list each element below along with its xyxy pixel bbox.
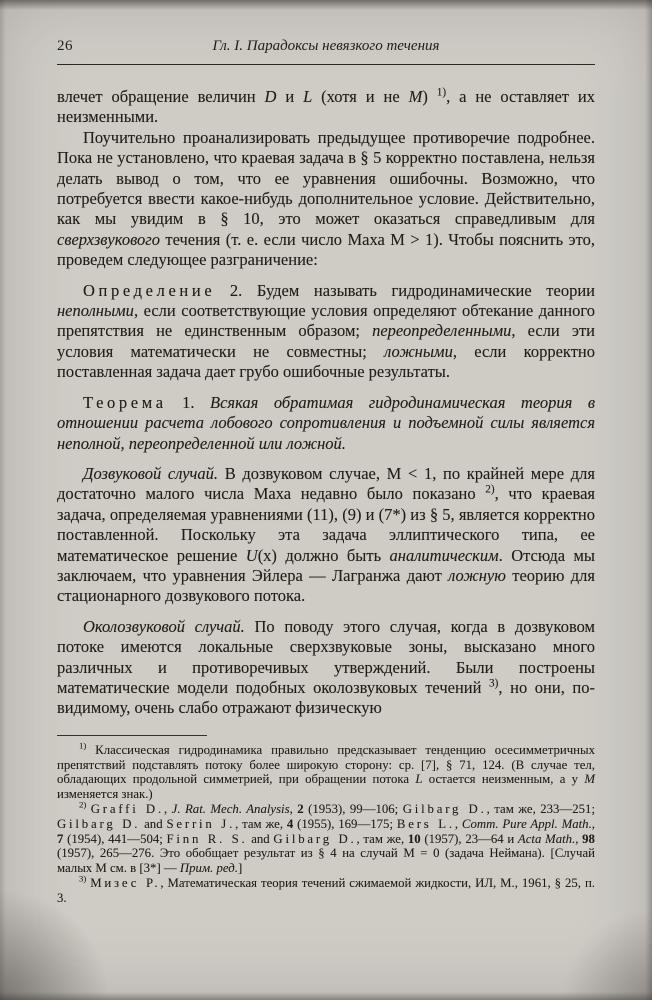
paragraph xyxy=(57,393,595,454)
text-segment: , там же, 233—251; xyxy=(486,801,596,816)
text-segment: течения (т. е. если число Маха М > 1). Чтобы пояснить это, проведем следующее разграничение: xyxy=(57,229,595,270)
footnotes xyxy=(57,740,596,906)
text-segment: Gilbarg D. xyxy=(57,816,141,831)
paragraph xyxy=(57,617,595,719)
text-segment: Serrin J. xyxy=(166,816,236,831)
text-segment: Graffi D. xyxy=(90,801,164,816)
text-segment: переопределенными xyxy=(372,321,512,341)
text-segment: , xyxy=(575,831,583,846)
text-segment: ложную xyxy=(448,565,506,585)
text-segment: 1. xyxy=(166,392,211,412)
footnote-marker: 3) xyxy=(79,873,87,884)
text-segment: J. Rat. Mech. Analysis xyxy=(171,801,290,816)
text-segment: ] xyxy=(237,861,243,876)
text-segment: , xyxy=(289,801,298,816)
text-segment: Дозвуковой случай. xyxy=(83,463,219,483)
text-segment: and xyxy=(140,816,167,831)
text-segment: и xyxy=(276,87,304,106)
text-segment: 10 xyxy=(407,831,421,846)
text-segment: Околозвуковой случай. xyxy=(83,616,245,636)
text-segment: , там же, xyxy=(356,831,408,846)
text-segment: Finn R. S. xyxy=(166,831,248,846)
text-segment: , если корректно поставленная задача дает грубо ошибочные результаты. xyxy=(57,341,595,382)
text-segment: 98 xyxy=(582,831,595,846)
text-segment: , там же, xyxy=(235,816,287,831)
text-segment: (1957), 265—276. Это обобщает результат из § 4 на случай М = 0 (задача Неймана). [Случай малых М см. в [3*] — xyxy=(57,846,595,876)
text-segment: остается неизменным, а у xyxy=(422,772,585,787)
text-segment: ложными xyxy=(384,341,453,361)
text-segment: , что краевая задача, определяемая уравнениями (11), (9) и (7*) из § 5, является корректно поставленной. Поскольку эта задача эллиптического типа, ее математическое решение xyxy=(57,484,595,565)
text-segment: , если эти условия математически не совместны; xyxy=(57,321,595,361)
text-segment: неполными xyxy=(57,301,134,321)
footnote-marker: 1) xyxy=(436,86,447,99)
text-segment: аналитическим xyxy=(389,545,499,565)
text-segment: (x) должно быть xyxy=(257,545,390,565)
text-segment: , xyxy=(163,801,172,816)
text-segment: сверхзвукового xyxy=(57,229,160,249)
footnote-marker: 3) xyxy=(489,677,499,690)
text-segment: Comm. Pure Appl. Math. xyxy=(461,816,592,831)
text-segment: (хотя и не xyxy=(312,87,409,106)
text-segment: , xyxy=(591,816,595,831)
text-segment: М xyxy=(584,772,595,787)
text-segment: Классическая гидродинамика правильно предсказывает тенденцию осесимметричных препятствий подставлять потоку более широкую сторону: ср. [7], § 71, 124. (В случае тел, обладающих продольной симметрией, при обращении потока xyxy=(57,742,595,787)
text-segment: Мизес Р. xyxy=(90,875,161,890)
paragraph xyxy=(57,87,595,128)
header-rule xyxy=(57,64,595,65)
text-segment: , но они, по-видимому, очень слабо отражают физическую xyxy=(57,677,595,718)
paragraph xyxy=(57,281,595,383)
text-segment: Прим. ред. xyxy=(179,861,238,876)
text-segment: Поучительно проанализировать предыдущее противоречие подробнее. Пока не установлено, что краевая задача в § 5 корректно поставлена, нельзя делать вывод о том, что ее уравнения ошибочны. Возможно, что потребуется ввести какое-нибудь дополнительное условие. Действительно, как мы увидим в § 10, это может оказаться справедливым для xyxy=(57,127,595,229)
text-segment: теорию для стационарного дозвукового потока. xyxy=(57,565,595,606)
text-segment: 2. Будем называть гидродинамические теории xyxy=(215,280,595,300)
text-segment: Теорема xyxy=(83,392,167,412)
text-segment: Gilbarg D. xyxy=(402,801,487,816)
text-segment: and xyxy=(247,831,274,846)
paragraph xyxy=(57,128,595,271)
text-segment: изменяется знак.) xyxy=(57,787,153,802)
text-segment: 7 xyxy=(57,831,64,846)
text-segment: (1954), 441—504; xyxy=(63,831,167,846)
footnote xyxy=(57,799,596,876)
text-segment: U xyxy=(245,545,258,565)
text-segment: 4 xyxy=(286,816,294,831)
page-number: 26 xyxy=(57,38,73,54)
footnote xyxy=(57,740,595,802)
text-segment: М xyxy=(408,87,423,106)
text-segment: , Математическая теория течений сжимаемой жидкости, ИЛ, М., 1961, § 25, п. 3. xyxy=(57,875,595,905)
paragraph xyxy=(57,464,595,607)
text-segment: (1955), 169—175; xyxy=(293,816,397,831)
footnote-marker: 2) xyxy=(79,799,87,810)
text-segment: Определение xyxy=(83,280,216,300)
text-segment: , если соответствующие условия определяют обтекание данного препятствия не единственным образом; xyxy=(57,301,595,341)
text-segment: D xyxy=(264,87,277,106)
text-segment: ) xyxy=(422,87,437,106)
text-segment: Gilbarg D. xyxy=(273,831,357,846)
footnote-marker: 1) xyxy=(79,740,87,751)
text-segment: Bers L. xyxy=(396,816,455,831)
running-title: Гл. I. Парадоксы невязкого течения xyxy=(212,38,440,54)
footnote xyxy=(57,873,595,906)
text-segment: В дозвуковом случае, М < 1, по крайней мере для достаточно малого числа Маха недавно было показано xyxy=(57,463,596,504)
text-segment: L xyxy=(415,772,423,787)
text-segment: (1953), 99—106; xyxy=(303,801,403,816)
text-segment: . Отсюда мы заключаем, что уравнения Эйлера — Лагранжа дают xyxy=(57,545,596,585)
text-segment: Всякая обратимая гидродинамическая теория в отношении расчета лобового сопротивления и подъемной силы является неполной, переопределенной или ложной. xyxy=(57,392,595,453)
text-segment: 2 xyxy=(297,801,304,816)
page-header xyxy=(57,38,595,58)
footnote-marker: 2) xyxy=(485,483,495,496)
text-segment: По поводу этого случая, когда в дозвуковом потоке имеются локальные сверхзвуковые зоны, высказано много различных и противоречивых утверждений. Были построены математические модели подобных околозвуковых течений xyxy=(57,616,595,697)
footnote-rule xyxy=(57,735,207,736)
text-segment: , а не оставляет их неизменными. xyxy=(57,87,595,127)
text-segment: , xyxy=(454,816,462,831)
text-segment: (1957), 23—64 и xyxy=(420,831,518,846)
main-text xyxy=(57,87,595,719)
text-segment: влечет обращение величин xyxy=(57,87,265,106)
text-segment: L xyxy=(303,87,313,106)
text-segment: Acta Math. xyxy=(517,831,576,846)
